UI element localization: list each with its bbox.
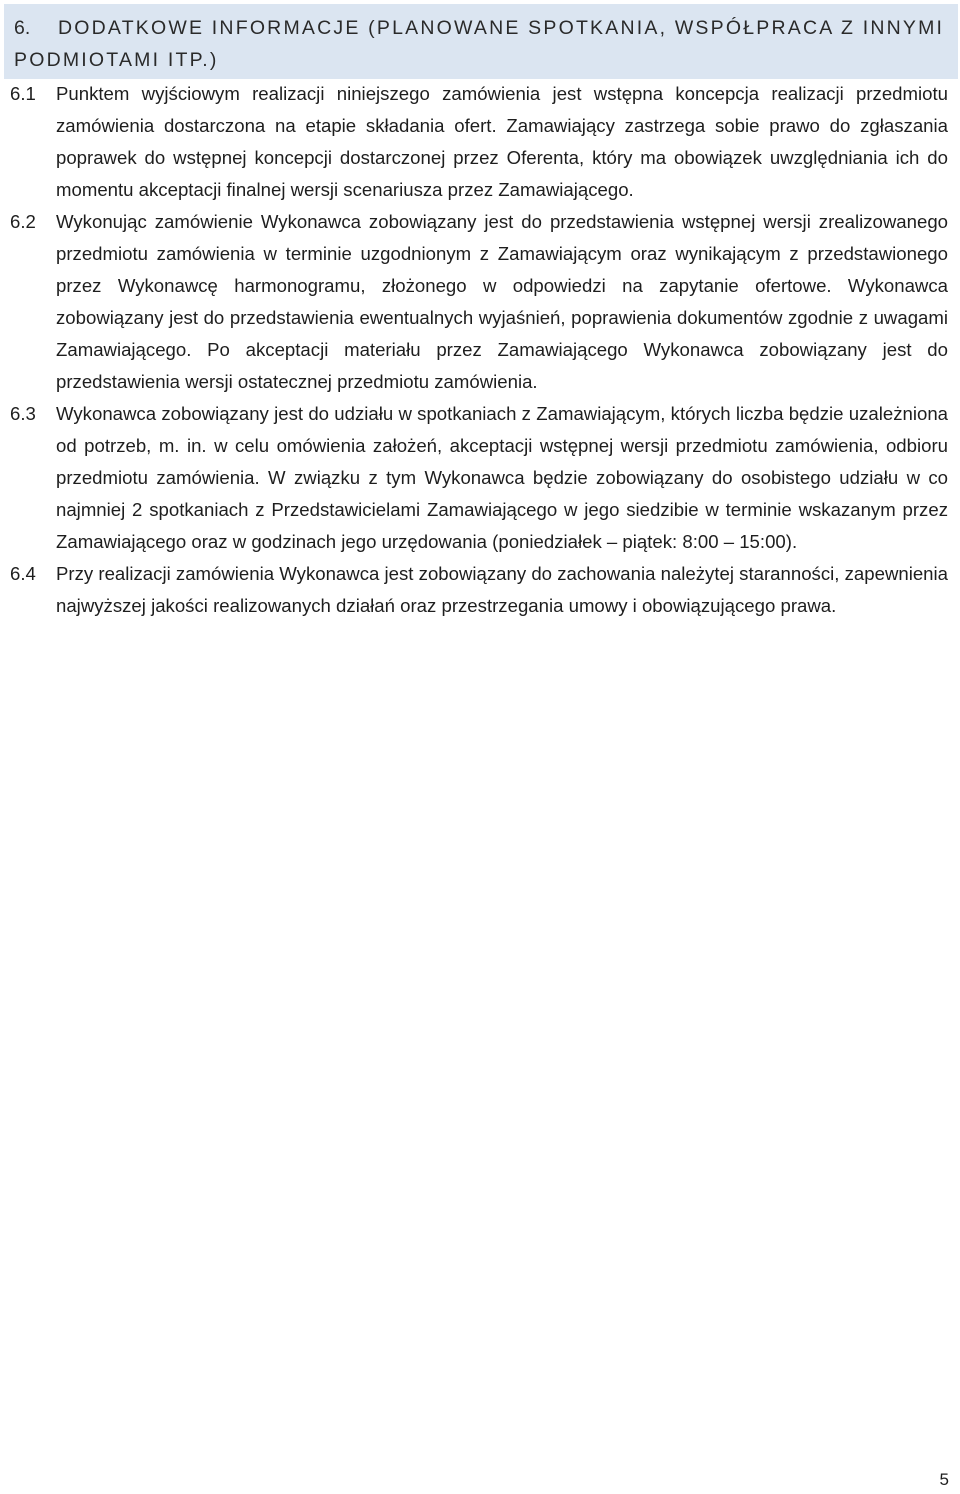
item-number: 6.3 (10, 403, 36, 424)
list-item (10, 398, 948, 558)
page-number: 5 (939, 1470, 949, 1489)
item-number: 6.4 (10, 563, 36, 584)
section-content (10, 78, 948, 622)
list-item (10, 558, 948, 622)
section-title (14, 12, 948, 76)
item-text: Wykonawca zobowiązany jest do udziału w spotkaniach z Zamawiającym, których liczba będzie uzależniona od potrzeb, m. in. w celu omówienia założeń, akceptacji wstępnej wersji przedmiotu zamówienia, odbioru przedmiotu zamówienia. W związku z tym Wykonawca będzie zobowiązany do osobistego udziału w co najmniej 2 spotkaniach z Przedstawicielami Zamawiającego w jego siedzibie w terminie wskazanym przez Zamawiającego oraz w godzinach jego urzędowania (poniedziałek – piątek: 8:00 – 15:00). (56, 403, 948, 552)
item-text: Przy realizacji zamówienia Wykonawca jest zobowiązany do zachowania należytej staranności, zapewnienia najwyższej jakości realizowanych działań oraz przestrzegania umowy i obowiązującego prawa. (56, 563, 948, 616)
list-item (10, 206, 948, 398)
item-text: Wykonując zamówienie Wykonawca zobowiązany jest do przedstawienia wstępnej wersji zrealizowanego przedmiotu zamówienia w terminie uzgodnionym z Zamawiającym oraz wynikającym z przedstawionego przez Wykonawcę harmonogramu, złożonego w odpowiedzi na zapytanie ofertowe. Wykonawca zobowiązany jest do przedstawienia ewentualnych wyjaśnień, poprawienia dokumentów zgodnie z uwagami Zamawiającego. Po akceptacji materiału przez Zamawiającego Wykonawca zobowiązany jest do przedstawienia wersji ostatecznej przedmiotu zamówienia. (56, 211, 948, 392)
section-number: 6. (14, 17, 31, 39)
item-number: 6.2 (10, 211, 36, 232)
item-number: 6.1 (10, 83, 36, 104)
section-title-text: DODATKOWE INFORMACJE (PLANOWANE SPOTKANIA, WSPÓŁPRACA Z INNYMI PODMIOTAMI ITP.) (14, 17, 945, 71)
item-text: Punktem wyjściowym realizacji niniejszego zamówienia jest wstępna koncepcja realizacji przedmiotu zamówienia dostarczona na etapie składania ofert. Zamawiający zastrzega sobie prawo do zgłaszania poprawek do wstępnej koncepcji dostarczonej przez Oferenta, który ma obowiązek uwzględniania ich do momentu akceptacji finalnej wersji scenariusza przez Zamawiającego. (56, 83, 948, 200)
list-item (10, 78, 948, 206)
section-heading (4, 4, 958, 79)
